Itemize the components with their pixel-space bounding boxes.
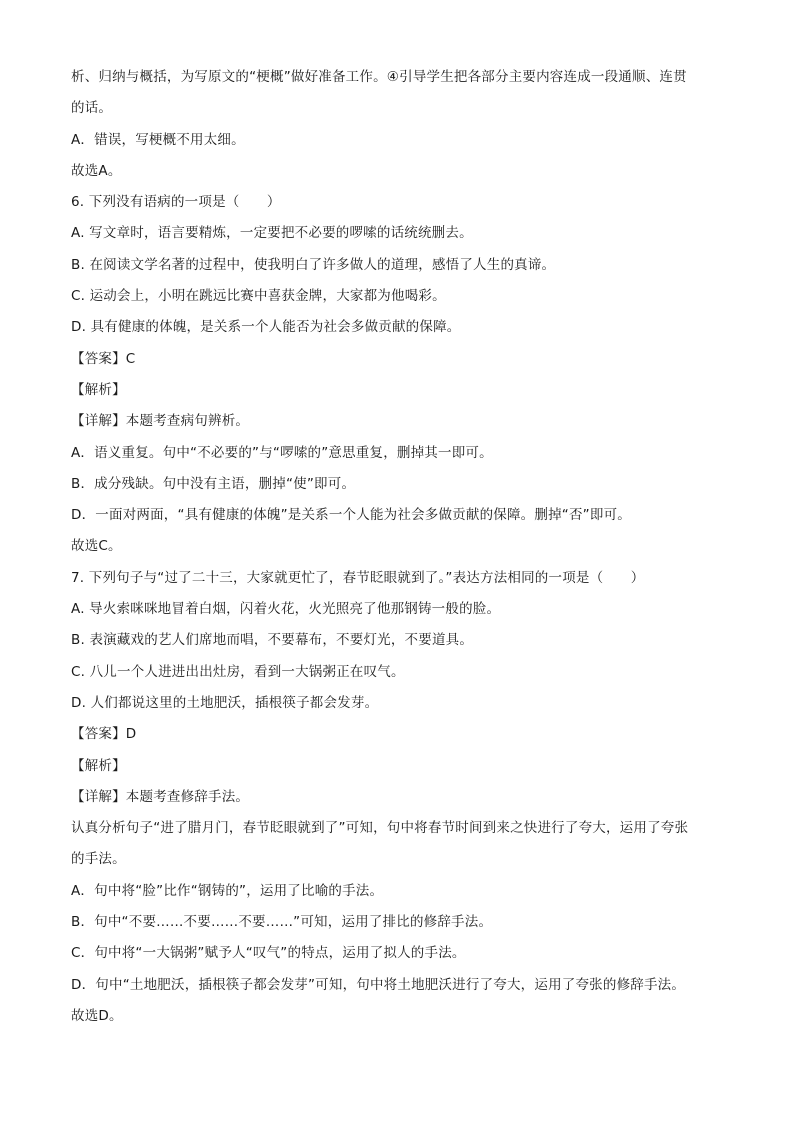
text-line: 析、归纳与概括，为写原文的“梗概”做好准备工作。④引导学生把各部分主要内容连成一段通顺、连贯: [71, 69, 687, 85]
answer-label: 【答案】D: [71, 726, 137, 743]
question-7-option-c: C. 八儿一个人进进出出灶房，看到一大锅粥正在叹气。: [71, 663, 405, 680]
explanation-line: B．成分残缺。句中没有主语，删掉“使”即可。: [71, 475, 356, 492]
question-7-option-b: B. 表演藏戏的艺人们席地而唱，不要幕布，不要灯光，不要道具。: [71, 632, 474, 649]
analysis-label: 【解析】: [71, 381, 126, 398]
detail-label: 【详解】本题考查修辞手法。: [71, 788, 250, 805]
explanation-line: A．语义重复。句中“不必要的”与“啰嗦的”意思重复，删掉其一即可。: [71, 444, 493, 461]
question-6-option-d: D. 具有健康的体魄，是关系一个人能否为社会多做贡献的保障。: [71, 319, 461, 336]
question-6-stem: 6. 下列没有语病的一项是（ ）: [71, 194, 281, 211]
explanation-line: D．一面对两面，“具有健康的体魄”是关系一个人能为社会多做贡献的保障。删掉“否”即可。: [71, 507, 631, 524]
conclusion-line: 故选D。: [71, 1007, 123, 1024]
explanation-line: D．句中“土地肥沃，插根筷子都会发芽”可知，句中将土地肥沃进行了夸大，运用了夸张的修辞手法。: [71, 976, 686, 993]
question-6-option-b: B. 在阅读文学名著的过程中，使我明白了许多做人的道理，感悟了人生的真谛。: [71, 256, 556, 273]
explanation-line: 认真分析句子“进了腊月门，春节眨眼就到了”可知，句中将春节时间到来之快进行了夸大，运用了夸张: [71, 820, 689, 837]
answer-label: 【答案】C: [71, 350, 136, 367]
question-7-stem: 7. 下列句子与“过了二十三，大家就更忙了，春节眨眼就到了。”表达方法相同的一项是（ ）: [71, 569, 645, 586]
question-7-option-d: D. 人们都说这里的土地肥沃，插根筷子都会发芽。: [71, 694, 379, 711]
detail-label: 【详解】本题考查病句辨析。: [71, 413, 250, 430]
question-6-option-a: A. 写文章时，语言要精炼，一定要把不必要的啰嗦的话统统删去。: [71, 225, 473, 242]
question-7-option-a: A. 导火索咪咪地冒着白烟，闪着火花，火光照亮了他那钢铸一般的脸。: [71, 601, 501, 618]
explanation-line: A．句中将“脸”比作“钢铸的”，运用了比喻的手法。: [71, 882, 384, 899]
explanation-line: C．句中将“一大锅粥”赋予人“叹气”的特点，运用了拟人的手法。: [71, 945, 466, 962]
explanation-line: 的手法。: [71, 851, 126, 868]
explanation-line: B．句中“不要……不要……不要……”可知，运用了排比的修辞手法。: [71, 914, 493, 931]
analysis-label: 【解析】: [71, 757, 126, 774]
document-page: [71, 62, 727, 1032]
text-line: A．错误，写梗概不用太细。: [71, 131, 245, 148]
conclusion-line: 故选C。: [71, 538, 122, 555]
text-line: 的话。: [71, 100, 113, 117]
text-line: 故选A。: [71, 162, 122, 179]
question-6-option-c: C. 运动会上，小明在跳远比赛中喜获金牌，大家都为他喝彩。: [71, 288, 446, 305]
